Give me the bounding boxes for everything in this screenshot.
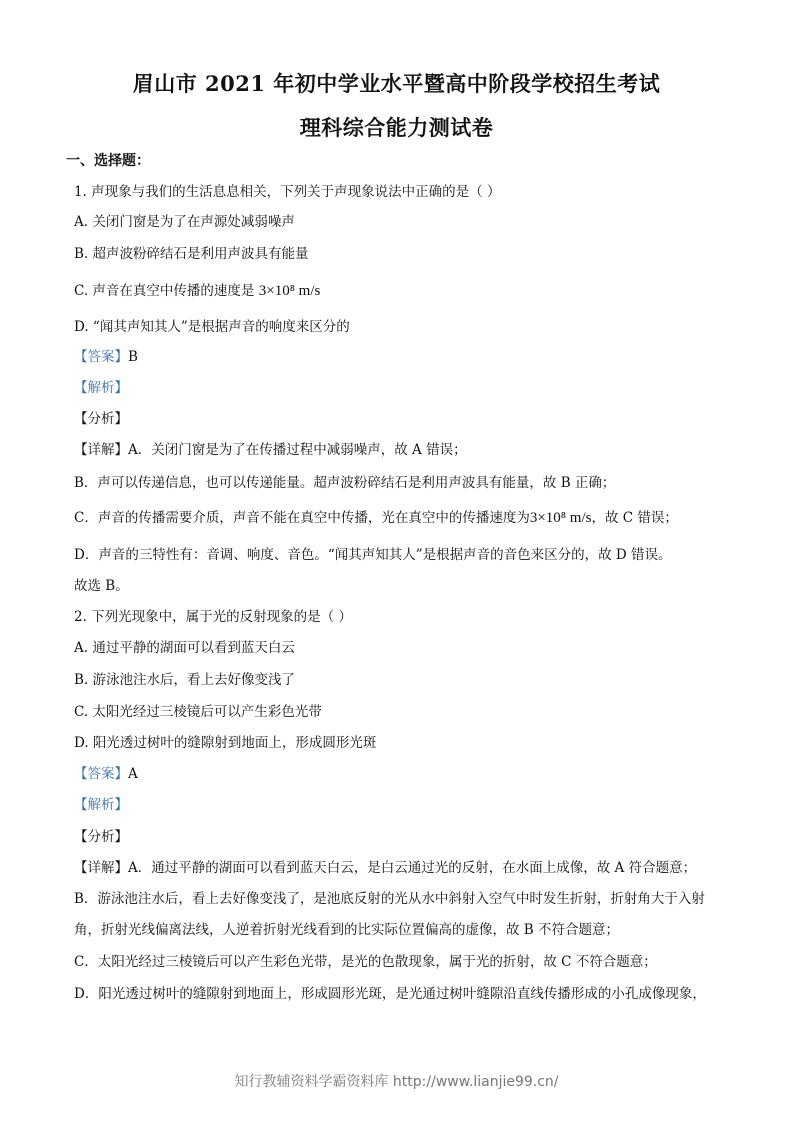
q2-option-b: B. 游泳池注水后，看上去好像变浅了	[74, 672, 296, 688]
footer-watermark: 知行教辅资料学霸资料库 http://www.lianjie99.cn/	[234, 1074, 559, 1090]
q1-answer	[74, 348, 138, 366]
q2-detail-a: 【详解】A．通过平静的湖面可以看到蓝天白云，是白云通过光的反射，在水面上成像，故 A 符合题意；	[74, 860, 697, 876]
exam-subtitle: 理科综合能力测试卷	[299, 115, 494, 140]
exam-title: 眉山市 2021 年初中学业水平暨高中阶段学校招生考试	[132, 71, 661, 96]
q1-fenxi: 【分析】	[74, 411, 128, 427]
q2-stem: 2. 下列光现象中，属于光的反射现象的是（ ）	[74, 609, 352, 625]
q1-detail-a: 【详解】A．关闭门窗是为了在传播过程中减弱噪声，故 A 错误；	[74, 442, 467, 458]
q2-detail-d: D．阳光透过树叶的缝隙射到地面上，形成圆形光斑，是光通过树叶缝隙沿直线传播形成的小孔成像现象，	[74, 986, 706, 1002]
answer-tag: 【答案】	[74, 349, 128, 365]
q1-detail-d: D．声音的三特性有：音调、响度、音色。“闻其声知其人”是根据声音的音色来区分的，故 D 错误。	[74, 547, 672, 563]
q1-analysis-tag: 【解析】	[74, 380, 128, 396]
q1-detail-c-formula: 3×10⁸ m/s	[529, 510, 592, 526]
q1-option-b: B. 超声波粉碎结石是利用声波具有能量	[74, 246, 309, 262]
q2-option-c: C. 太阳光经过三棱镜后可以产生彩色光带	[74, 704, 322, 720]
q1-option-c	[74, 282, 320, 300]
q1-stem: 1. 声现象与我们的生活息息相关，下列关于声现象说法中正确的是（ ）	[74, 184, 501, 200]
q2-fenxi: 【分析】	[74, 829, 128, 845]
answer-value: B	[128, 349, 138, 365]
section-heading: 一、选择题：	[66, 153, 150, 169]
q2-option-a: A. 通过平静的湖面可以看到蓝天白云	[74, 640, 295, 656]
q1-option-d: D. “闻其声知其人”是根据声音的响度来区分的	[74, 319, 350, 335]
q2-option-d: D. 阳光透过树叶的缝隙射到地面上，形成圆形光斑	[74, 735, 377, 751]
answer-tag: 【答案】	[74, 766, 128, 782]
q1-detail-c-text: C．声音的传播需要介质，声音不能在真空中传播，光在真空中的传播速度为	[74, 510, 530, 526]
q1-option-c-text: C. 声音在真空中传播的速度是	[74, 283, 255, 299]
q2-detail-c: C．太阳光经过三棱镜后可以产生彩色光带，是光的色散现象，属于光的折射，故 C 不符合题意；	[74, 954, 657, 970]
q1-option-c-formula: 3×10⁸ m/s	[258, 283, 321, 299]
q2-answer	[74, 765, 138, 783]
answer-value: A	[128, 766, 138, 782]
q1-choose: 故选 B。	[74, 578, 129, 594]
q2-analysis-tag: 【解析】	[74, 797, 128, 813]
q2-detail-b-line2: 角，折射光线偏离法线，人逆着折射光线看到的比实际位置偏高的虚像，故 B 不符合题意；	[74, 922, 620, 938]
q1-detail-c-suffix: ，故 C 错误；	[591, 510, 678, 526]
q1-option-a: A. 关闭门窗是为了在声源处减弱噪声	[74, 214, 295, 230]
q1-detail-c	[74, 509, 678, 527]
q2-detail-b-line1: B．游泳池注水后，看上去好像变浅了，是池底反射的光从水中斜射入空气中时发生折射，折射角大于入射	[74, 891, 705, 907]
q1-detail-b: B．声可以传递信息，也可以传递能量。超声波粉碎结石是利用声波具有能量，故 B 正确；	[74, 475, 616, 491]
